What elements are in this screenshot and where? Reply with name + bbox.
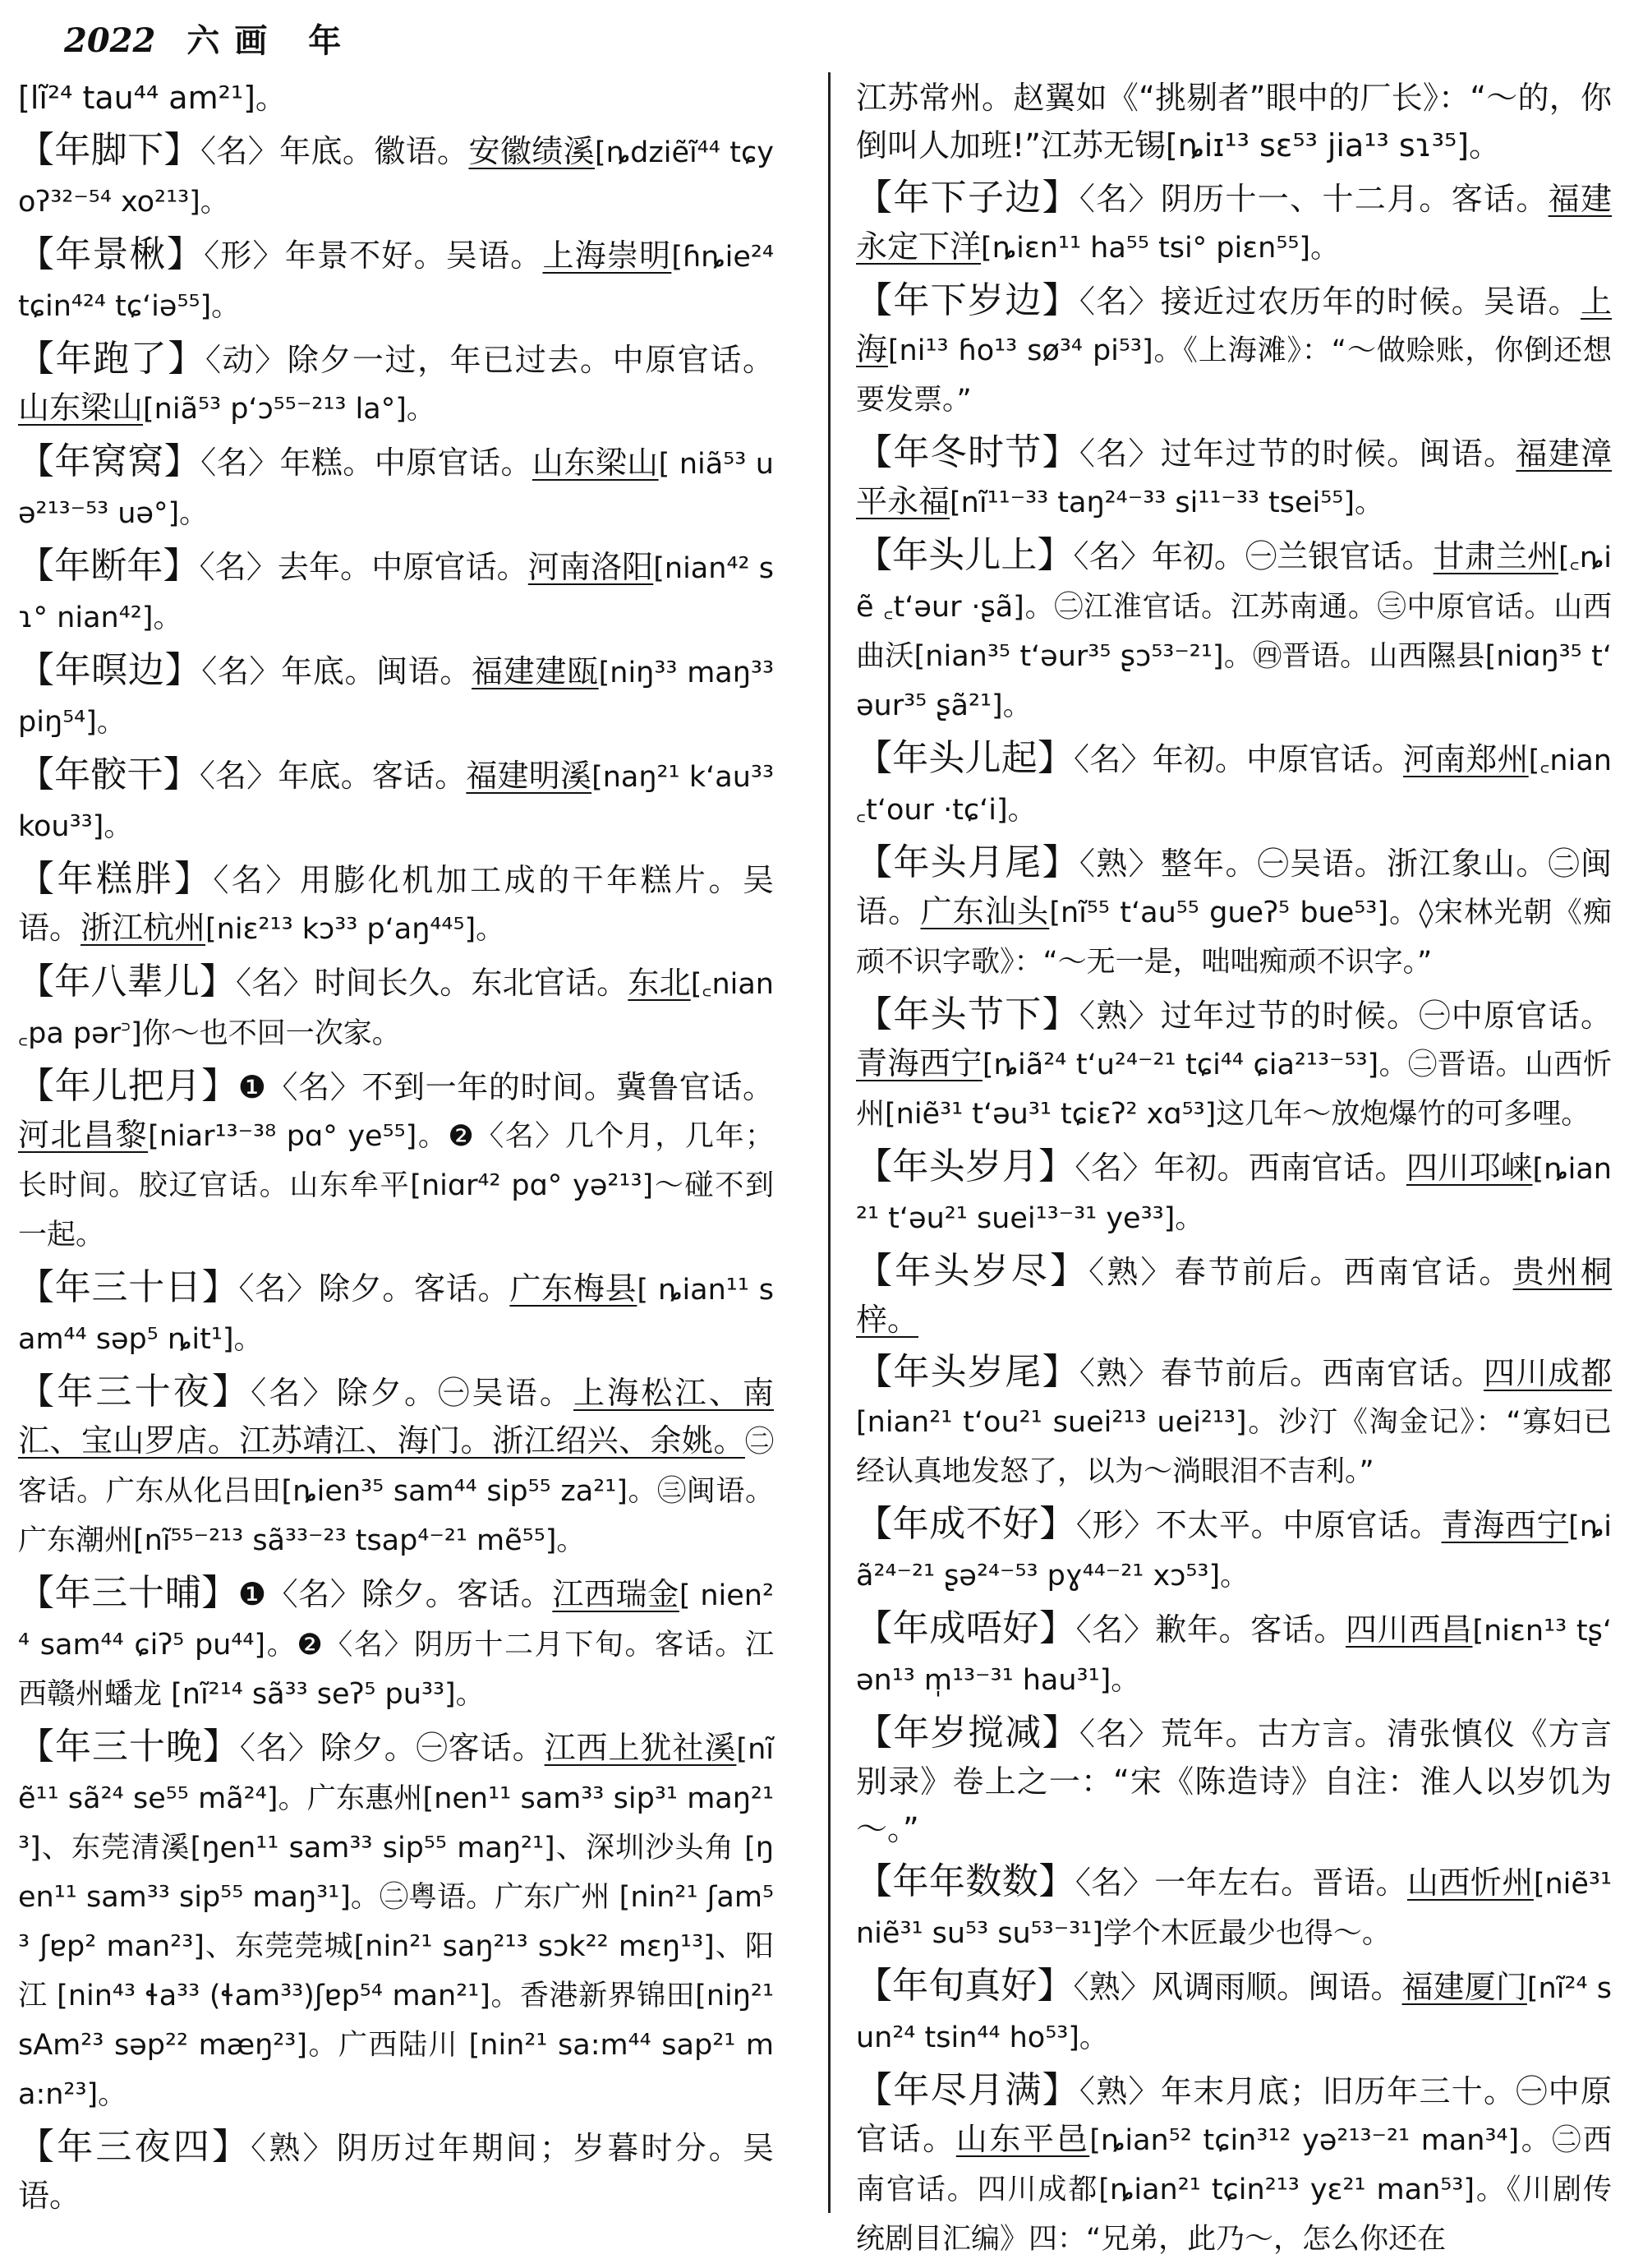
pronunciation: [ ȵian¹¹ sam⁴⁴ səp⁵ ȵit¹]。 [18,1274,774,1356]
pronunciation: [꜀nian ꜀pa pər꜄]你～也不回一次家。 [18,968,774,1050]
definition-text: 年初。西南官话。 [1153,1150,1406,1186]
definition-text: 用膨化机加工成的干年糕片。吴语。 [18,862,774,946]
place-name: 广东汕头 [920,893,1050,929]
definition-text: 除夕一过，年已过去。中原官话。 [287,342,774,378]
definition-text: ❶〈名〉除夕。客话。 [237,1576,553,1612]
right-column [856,74,1612,2268]
pronunciation: [ȵian⁵² tɕin³¹² yə²¹³⁻²¹ man³⁴]。㊁西南官话。四川成都[ȵian²¹ tɕin²¹³ yɛ²¹ man⁵³]。《川剧传统剧目汇编》四：“兄弟，此乃～，怎么你还在 [856,2124,1612,2256]
place-name: 山东梁山 [532,445,659,481]
pronunciation: [niɛn¹³ tʂʻən¹³ m̩¹³⁻³¹ hau³¹]。 [856,1615,1612,1697]
place-name: 河北昌黎 [18,1117,149,1153]
place-name: 贵州桐梓。 [856,1254,1612,1338]
pronunciation: [niẽ³¹ niẽ³¹ su⁵³ su⁵³⁻³¹]学个木匠最少也得～。 [856,1868,1612,1950]
pronunciation: [nĩ⁵⁵ tʻau⁵⁵ gueʔ⁵ bue⁵³]。◊宋林光朝《痴顽不识字歌》：“～无一是，咄咄痴顽不识字。” [856,897,1612,979]
dictionary-entry [856,1858,1612,1957]
part-of-speech: 〈形〉 [1075,1507,1156,1543]
dictionary-entry [856,1962,1612,2062]
place-name: 浙江杭州 [81,910,206,946]
place-name: 青海西宁 [1441,1507,1569,1543]
definition-text: 年底。徽语。 [279,133,469,169]
entry-headword: 【年岁搅减】 [856,1712,1079,1754]
part-of-speech: 〈名〉 [1075,1611,1156,1648]
entry-headword: 【年儿把月】 [18,1065,238,1107]
part-of-speech: 〈熟〉 [1079,1355,1161,1391]
entry-headword: 【年年数数】 [856,1860,1075,1902]
definition-text: 整年。㊀吴语。浙江象山。㊁闽语。 [856,846,1612,929]
definition-text: 年末月底；旧历年三十。㊀中原官话。 [856,2073,1612,2157]
place-name: 广东梅县 [509,1270,637,1307]
pronunciation: [ȵiã²⁴ tʻu²⁴⁻²¹ tɕi⁴⁴ ɕia²¹³⁻⁵³]。㊁晋语。山西忻州[niẽ³¹ tʻəu³¹ tɕiɛʔ² xɑ⁵³]这几年～放炮爆竹的可多哩。 [856,1049,1612,1131]
place-name: 上海 [856,284,1612,367]
definition-text: 一年左右。晋语。 [1154,1865,1407,1901]
pronunciation: [naŋ²¹ kʻau³³ kou³³]。 [18,761,774,843]
pronunciation: [ɦȵie²⁴ tɕin⁴²⁴ tɕʻiə⁵⁵]。 [18,241,774,323]
pronunciation: ㊁客话。广东从化吕田[ȵien³⁵ sam⁴⁴ sip⁵⁵ za²¹]。㊂闽语。广东潮州[nĩ⁵⁵⁻²¹³ sã³³⁻²³ tsap⁴⁻²¹ mẽ⁵⁵]。 [18,1426,774,1557]
place-name: 东北 [628,965,691,1001]
entry-headword: 【年骹干】 [18,754,200,795]
entry-headword: 【年糕胖】 [18,858,214,900]
definition-text: 过年过节的时候。㊀中原官话。 [1160,998,1612,1034]
left-column [18,74,774,2224]
definition-text: 不太平。中原官话。 [1155,1507,1442,1543]
pronunciation: [ nien²⁴ sam⁴⁴ ɕiʔ⁵ pu⁴⁴]。❷〈名〉阴历十二月下旬。客话。江西赣州蟠龙 [nĩ²¹⁴ sã³³ seʔ⁵ pu³³]。 [18,1579,774,1711]
definition-text: 过年过节的时候。闽语。 [1160,436,1516,472]
definition-text: 除夕。㊀吴语。 [336,1375,574,1411]
entry-headword: 【年三十晡】 [18,1572,238,1614]
pronunciation: [꜀ȵiẽ ꜀tʻəur ·ʂã]。㊁江淮官话。江苏南通。㊂中原官话。山西曲沃[nian³⁵ tʻəur³⁵ ʂɔ⁵³⁻²¹]。㊃晋语。山西隰县[niɑŋ³⁵ tʻəur³⁵ ʂã²¹]。 [856,542,1612,722]
entry-headword: 【年景楸】 [18,233,205,275]
definition-text: 除夕。客话。 [318,1270,510,1307]
place-name: 山西忻州 [1406,1865,1534,1901]
entry-headword: 【年八辈儿】 [18,961,237,1003]
entry-headword: 【年冬时节】 [856,431,1079,473]
entry-headword: 【年成唔好】 [856,1607,1076,1649]
dictionary-entry [18,958,774,1058]
definition-text: 年初。中原官话。 [1152,741,1403,777]
dictionary-entry [856,532,1612,730]
part-of-speech: 〈名〉 [199,549,278,585]
entry-headword: 【年三十晚】 [18,1726,240,1768]
dictionary-entry [18,438,774,537]
dictionary-entry [18,2123,774,2220]
definition-text: 接近过农历年的时候。吴语。 [1160,284,1581,320]
place-name: 福建永定下洋 [856,181,1612,265]
dictionary-entry [18,231,774,330]
definition-text: 春节前后。西南官话。 [1160,1355,1484,1391]
part-of-speech: 〈熟〉 [1079,2073,1161,2109]
dictionary-entry [856,735,1612,834]
part-of-speech: 〈名〉 [236,965,315,1001]
place-name: 江西瑞金 [552,1576,679,1612]
place-name: 福建漳平永福 [856,436,1612,519]
dictionary-entry [18,542,774,642]
entry-headword: 【年三十夜】 [18,1371,251,1413]
place-name: 四川成都 [1484,1355,1612,1391]
part-of-speech: 〈名〉 [200,133,280,169]
dictionary-entry [856,991,1612,1138]
pronunciation: [꜀nian ꜀tʻour ·tɕʻi]。 [856,744,1612,827]
part-of-speech: 〈名〉 [1074,741,1153,777]
definition-text: 风调雨顺。闽语。 [1151,1969,1402,2005]
entry-headword: 【年头儿上】 [856,534,1074,576]
column-divider [828,72,831,2213]
entry-headword: 【年跑了】 [18,338,205,380]
page-number: 2022 [64,21,156,60]
part-of-speech: 〈形〉 [204,237,285,274]
dictionary-entry [18,1368,774,1565]
pronunciation: [nĩ¹¹⁻³³ taŋ²⁴⁻³³ si¹¹⁻³³ tsei⁵⁵]。 [950,486,1383,519]
entry-headword: 【年头岁月】 [856,1146,1075,1187]
dictionary-entry [856,1247,1612,1344]
place-name: 福建厦门 [1401,1969,1527,2005]
place-name: 山东平邑 [955,2121,1090,2157]
dictionary-entry [18,1723,774,2118]
place-name: 河南郑州 [1402,741,1529,777]
pronunciation: [niŋ³³ maŋ³³ piŋ⁵⁴]。 [18,657,774,739]
definition-text: 年底。客话。 [278,758,467,794]
part-of-speech: 〈熟〉 [1079,846,1161,882]
part-of-speech: 〈熟〉 [1079,998,1161,1034]
dictionary-entry [18,647,774,746]
definition-text: 歉年。客话。 [1155,1611,1346,1648]
entry-headword: 【年成不好】 [856,1503,1076,1545]
pronunciation: [nian⁴² sɿ° nian⁴²]。 [18,552,774,634]
dictionary-entry [856,1605,1612,1704]
definition-text: 年糕。中原官话。 [279,445,532,481]
pronunciation: [ni¹³ ɦo¹³ sø³⁴ pi⁵³]。《上海滩》：“～做赊账，你倒还想要发票。” [856,334,1612,417]
dictionary-entry [856,174,1612,272]
place-name: 青海西宁 [856,1045,983,1081]
pronunciation: [niã⁵³ pʻɔ⁵⁵⁻²¹³ la°]。 [143,393,435,426]
entry-headword: 【年断年】 [18,545,200,587]
entry-headword: 【年旬真好】 [856,1965,1074,2007]
place-name: 福建建瓯 [472,653,599,689]
page-title: 六画 年 [186,22,357,60]
part-of-speech: 〈动〉 [205,342,288,378]
dictionary-entry [18,74,774,122]
place-name: 福建明溪 [466,758,592,794]
dictionary-entry [18,751,774,850]
part-of-speech: 〈名〉 [201,653,282,689]
dictionary-entry [856,839,1612,986]
place-name: 四川邛崃 [1406,1150,1533,1186]
pronunciation: [ȵian²¹ tʻəu²¹ suei¹³⁻³¹ ye³³]。 [856,1153,1612,1235]
place-name: 上海松江、南汇、宝山罗店。江苏靖江、海门。浙江绍兴、余姚。 [18,1375,774,1459]
entry-headword: 【年下子边】 [856,177,1079,219]
part-of-speech: 〈名〉 [1079,284,1161,320]
definition-text: 荒年。古方言。清张慎仪《方言别录》卷上之一：“宋《陈造诗》自注：淮人以岁饥为～。” [856,1716,1612,1847]
definition-text: 春节前后。西南官话。 [1174,1254,1513,1290]
definition-text: 年景不好。吴语。 [284,237,543,274]
part-of-speech: 〈名〉 [1079,181,1161,217]
dictionary-entry [18,1063,774,1259]
part-of-speech: 〈名〉 [213,862,300,898]
entry-continuation-text: [lĩ²⁴ tau⁴⁴ am²¹]。 [18,80,287,116]
definition-text: 年底。闽语。 [281,653,472,689]
dictionary-entry [18,1264,774,1363]
part-of-speech: 〈名〉 [1079,1716,1161,1752]
dictionary-entry [18,1570,774,1718]
part-of-speech: 〈熟〉 [1073,1969,1152,2005]
pronunciation: [nĩẽ¹¹ sã²⁴ se⁵⁵ mã²⁴]。广东惠州[nen¹¹ sam³³ sip³¹ maŋ²¹³]、东莞清溪[ŋen¹¹ sam³³ sip⁵⁵ maŋ²¹]、深圳沙头角 [ŋen¹¹ sam³³ sip⁵⁵ maŋ³¹]。㊁粤语。广东广州 [nin²¹ ʃam⁵³ ʃɐp² man²³]、东莞莞城[nin²¹ saŋ²¹³ sɔk²² mɛŋ¹³]、阳江 [nin⁴³ ɬa³³ (ɬam³³)ʃɐp⁵⁴ man²¹]。香港新界锦田[niŋ²¹ sAm²³ səp²² mæŋ²³]。广西陆川 [nin²¹ sa:m⁴⁴ sap²¹ ma:n²³]。 [18,1733,774,2111]
pronunciation: [ niã⁵³ uə²¹³⁻⁵³ uə°]。 [18,448,774,530]
dictionary-entry [18,127,774,226]
pronunciation: [niar¹³⁻³⁸ pɑ° ye⁵⁵]。❷〈名〉几个月，几年；长时间。胶辽官话。山东牟平[niɑr⁴² pɑ° yə²¹³]～碰不到一起。 [18,1120,774,1252]
part-of-speech: 〈名〉 [1079,436,1161,472]
pronunciation: [ȵiɛn¹¹ ha⁵⁵ tsi° piɛn⁵⁵]。 [981,232,1340,265]
entry-headword: 【年脚下】 [18,129,200,171]
page-header [64,15,356,67]
entry-headword: 【年下岁边】 [856,279,1079,321]
dictionary-entry [856,1500,1612,1600]
pronunciation: [niɛ²¹³ kɔ³³ pʻaŋ⁴⁴⁵]。 [205,913,505,946]
definition-text: 阴历十一、十二月。客话。 [1160,181,1549,217]
dictionary-entry [856,1709,1612,1853]
dictionary-entry [18,855,774,953]
entry-headword: 【年三夜四】 [18,2126,251,2168]
dictionary-entry [856,429,1612,527]
place-name: 甘肃兰州 [1433,538,1558,574]
entry-headword: 【年头月尾】 [856,841,1079,883]
part-of-speech: 〈名〉 [1073,538,1152,574]
definition-text: 除夕。㊀客话。 [320,1730,545,1766]
definition-text: 去年。中原官话。 [277,549,528,585]
part-of-speech: 〈名〉 [1075,1865,1155,1901]
entry-continuation-text: 江苏常州。赵翼如《“挑剔者”眼中的厂长》：“～的，你倒叫人加班!”江苏无锡[ȵiɪ¹³ sɛ⁵³ jia¹³ sɿ³⁵]。 [856,80,1612,164]
entry-headword: 【年窝窝】 [18,440,201,482]
place-name: 上海崇明 [542,237,672,274]
place-name: 安徽绩溪 [468,133,595,169]
dictionary-entry [18,335,774,433]
entry-headword: 【年头岁尾】 [856,1351,1079,1393]
dictionary-entry [856,1143,1612,1242]
part-of-speech: 〈名〉 [238,1270,319,1307]
part-of-speech: 〈名〉 [239,1730,320,1766]
entry-headword: 【年头岁尽】 [856,1250,1089,1292]
part-of-speech: 〈名〉 [200,445,280,481]
pronunciation: [ȵdziẽĩ⁴⁴ tɕyoʔ³²⁻⁵⁴ xo²¹³]。 [18,136,774,219]
part-of-speech: 〈熟〉 [251,2130,337,2166]
pronunciation: [ȵiã²⁴⁻²¹ ʂə²⁴⁻⁵³ pɣ⁴⁴⁻²¹ xɔ⁵³]。 [856,1510,1612,1593]
place-name: 江西上犹社溪 [544,1730,737,1766]
entry-headword: 【年头儿起】 [856,737,1075,779]
dictionary-entry [856,277,1612,424]
definition-text: 时间长久。东北官话。 [314,965,628,1001]
place-name: 山东梁山 [18,390,144,426]
part-of-speech: 〈名〉 [251,1375,337,1411]
dictionary-entry [856,74,1612,169]
place-name: 四川西昌 [1346,1611,1473,1648]
place-name: 河南洛阳 [527,549,654,585]
entry-headword: 【年尽月满】 [856,2069,1079,2111]
entry-headword: 【年暝边】 [18,649,202,691]
definition-text: 年初。㊀兰银官话。 [1151,538,1434,574]
entry-headword: 【年头节下】 [856,993,1079,1035]
definition-text: 阴历过年期间；岁暮时分。吴语。 [18,2130,774,2214]
pronunciation: [nĩ²⁴ sun²⁴ tsin⁴⁴ ho⁵³]。 [856,1972,1612,2054]
part-of-speech: 〈名〉 [1075,1150,1154,1186]
part-of-speech: 〈熟〉 [1088,1254,1175,1290]
part-of-speech: 〈名〉 [199,758,278,794]
entry-headword: 【年三十日】 [18,1266,239,1308]
definition-text: ❶〈名〉不到一年的时间。冀鲁官话。 [237,1069,774,1105]
pronunciation: [nian²¹ tʻou²¹ suei²¹³ uei²¹³]。沙汀《淘金记》：“寡妇已经认真地发怒了，以为～淌眼泪不吉利。” [856,1406,1612,1488]
dictionary-entry [856,1348,1612,1496]
dictionary-entry [856,2067,1612,2263]
